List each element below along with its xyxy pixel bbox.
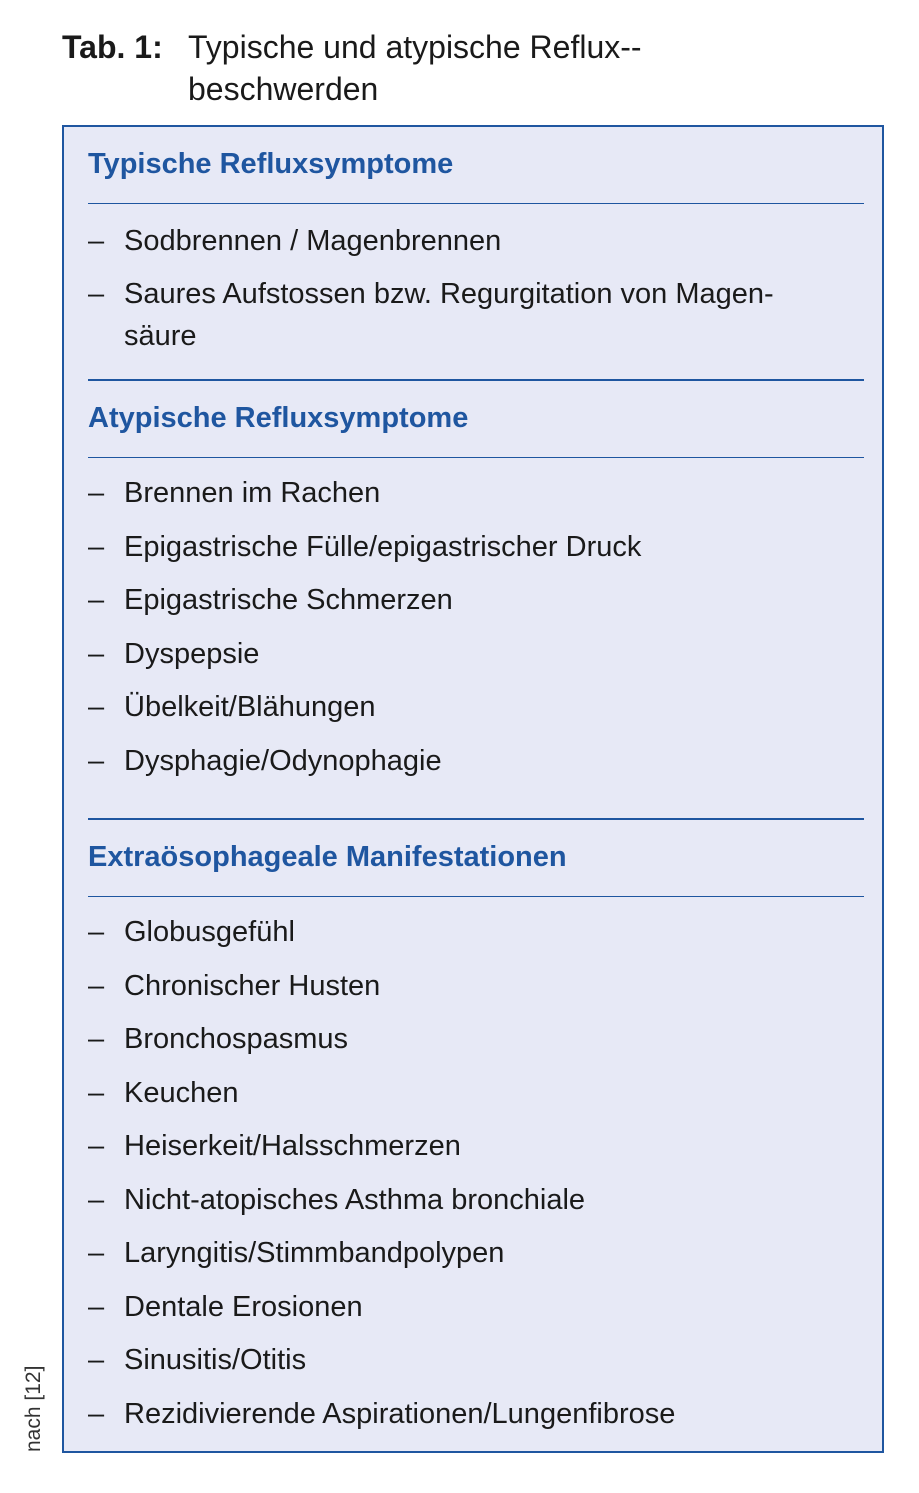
list-item: – Saures Aufstossen bzw. Regurgitation von Magen-säure — [88, 273, 834, 357]
list-item: – Laryngitis/Stimmbandpolypen — [88, 1232, 864, 1274]
list-item: – Globusgefühl — [88, 911, 864, 953]
section-extraesophageal — [88, 820, 864, 1435]
list-item: – Sodbrennen / Magenbrennen — [88, 220, 864, 262]
table-box — [62, 125, 884, 1453]
section-typical — [88, 127, 864, 357]
section-heading: Extraösophageale Manifestationen — [88, 820, 864, 897]
list-item: – Übelkeit/Blähungen — [88, 686, 864, 728]
section-heading: Atypische Refluxsymptome — [88, 381, 864, 458]
list-item: – Bronchospasmus — [88, 1018, 864, 1060]
list-item: – Rezidivierende Aspirationen/Lungenfibrose — [88, 1393, 864, 1435]
caption-label: Tab. 1: — [62, 29, 163, 65]
list-item: – Brennen im Rachen — [88, 472, 864, 514]
symptom-list — [88, 220, 864, 357]
list-item: – Dyspepsie — [88, 633, 864, 675]
list-item: – Sinusitis/Otitis — [88, 1339, 864, 1381]
list-item: – Chronischer Husten — [88, 965, 864, 1007]
section-atypical — [88, 381, 864, 782]
list-item: – Keuchen — [88, 1072, 864, 1114]
caption-title: Typische und atypische Reflux-beschwerden — [188, 29, 642, 107]
symptom-list — [88, 472, 864, 782]
table-caption — [62, 26, 882, 110]
source-note: nach [12] — [22, 1365, 45, 1452]
list-item: – Epigastrische Schmerzen — [88, 579, 864, 621]
list-item: – Epigastrische Fülle/epigastrischer Druck — [88, 526, 864, 568]
list-item: – Dysphagie/Odynophagie — [88, 740, 864, 782]
list-item: – Nicht-atopisches Asthma bronchiale — [88, 1179, 864, 1221]
list-item: – Dentale Erosionen — [88, 1286, 864, 1328]
section-heading: Typische Refluxsymptome — [88, 127, 864, 204]
list-item: – Heiserkeit/Halsschmerzen — [88, 1125, 864, 1167]
symptom-list — [88, 911, 864, 1435]
